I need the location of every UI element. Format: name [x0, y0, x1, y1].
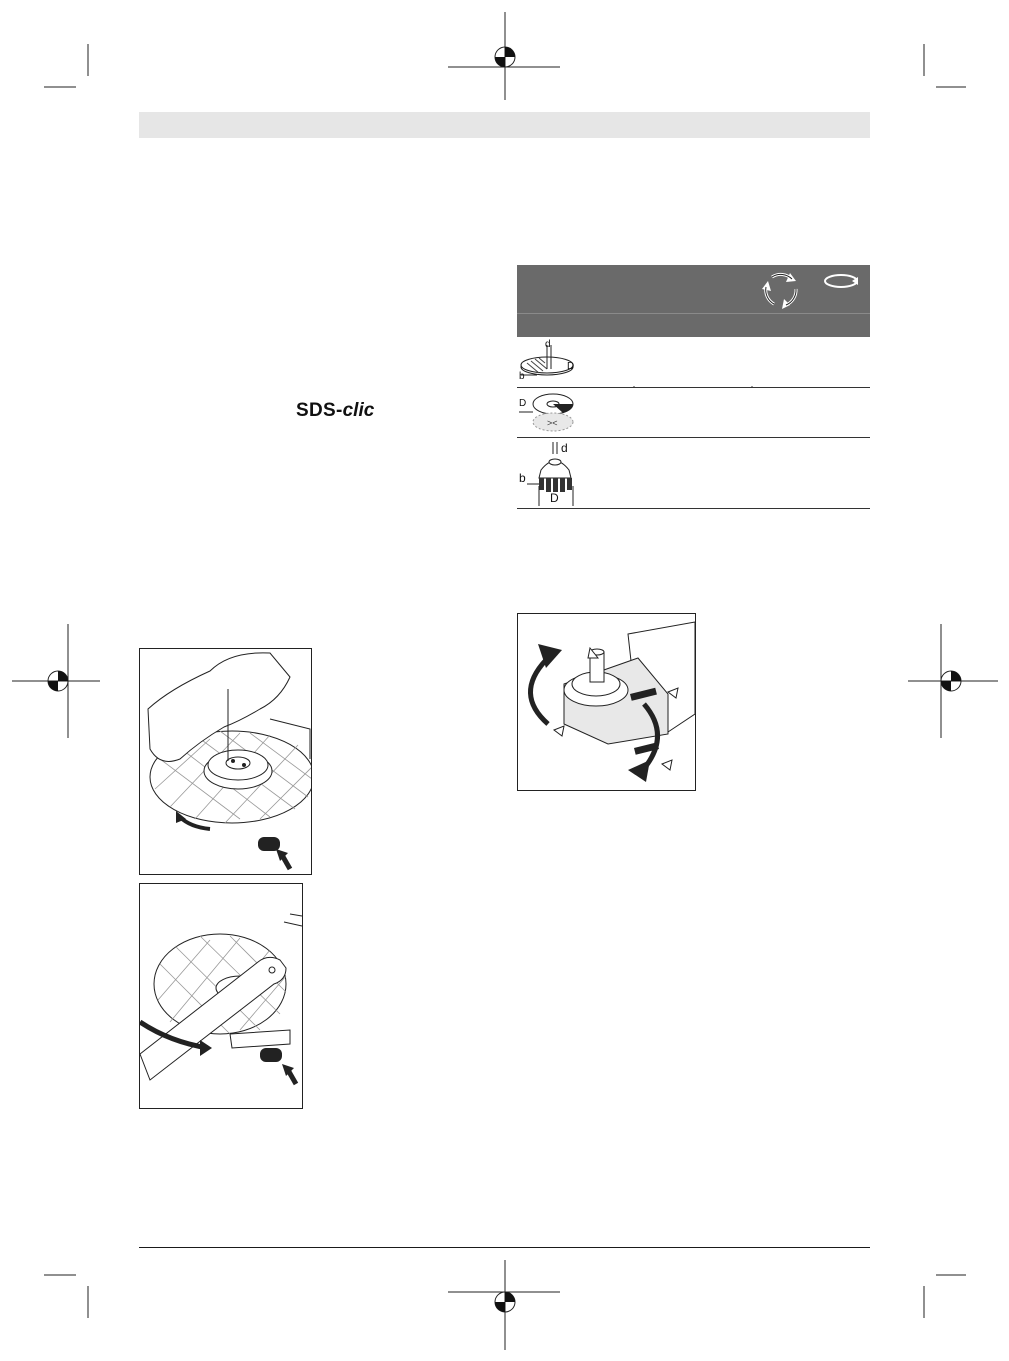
sds-clic-logo [296, 400, 374, 422]
table-row-rules [517, 386, 870, 510]
row1-label-D: D [567, 361, 575, 372]
row2-label-D: D [519, 398, 527, 409]
row3-label-b: b [519, 471, 526, 485]
row3-label-d: d [561, 441, 568, 455]
page-header-bar [139, 112, 870, 138]
row3-label-D: D [550, 491, 559, 505]
rotation-direction-icon [822, 271, 862, 291]
table-subheader [517, 313, 870, 337]
figure-two-pin-spanner [139, 883, 303, 1109]
sds-logo-suffix: clic [342, 400, 375, 421]
figure-quick-clamping-nut-hand [139, 648, 312, 875]
page-footer-rule [139, 1247, 870, 1248]
table-row [517, 337, 870, 388]
grinding-disc-diagram [517, 337, 870, 387]
table-header [517, 265, 870, 313]
recycle-arrows-icon [760, 267, 802, 311]
figure-gear-head-rotation [517, 613, 696, 791]
row1-label-b: b [519, 371, 525, 382]
sds-logo-brand: SDS- [296, 400, 343, 421]
svg-text:><: >< [547, 418, 558, 428]
row1-label-d: d [545, 339, 551, 350]
